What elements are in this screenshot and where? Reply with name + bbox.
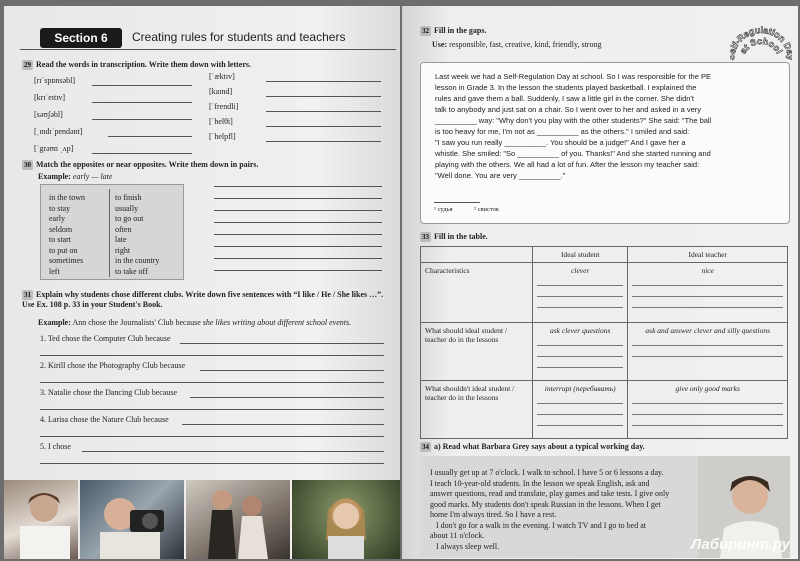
story-line: rules and gave them a ball. Suddenly, I saw a little girl in the corner. She didn't — [435, 94, 694, 103]
opposite-word: in the country — [115, 256, 160, 265]
opposite-word: to start — [49, 235, 71, 244]
student-photo — [4, 480, 78, 559]
opposite-word: to take off — [115, 266, 148, 276]
answer-line[interactable] — [200, 370, 384, 371]
exercise-31-example: Example: Ann chose the Journalists' Club because she likes writing about different school events. — [38, 318, 352, 327]
opposite-word: to go out — [115, 214, 144, 223]
table-cell[interactable]: ask clever questions — [533, 323, 628, 381]
dancers-image — [186, 480, 290, 559]
transcription-word: [ˈæktɪv] — [209, 72, 235, 81]
exercise-29-instruction: 29 Read the words in transcription. Write them down with letters. — [24, 60, 252, 69]
answer-line[interactable] — [40, 355, 384, 356]
student-photo — [186, 480, 290, 559]
exercise-30-instruction: 30 Match the opposites or near opposites. Write them down in pairs. — [24, 160, 259, 169]
barbara-grey-text — [430, 468, 700, 552]
section-header — [20, 28, 396, 50]
exercise-32-title: 32 Fill in the gaps. — [422, 26, 487, 35]
student-photo — [80, 480, 184, 559]
answer-line[interactable] — [266, 111, 381, 112]
answer-line[interactable] — [182, 424, 384, 425]
exercise-33-title: 33 Fill in the table. — [422, 232, 488, 241]
story-text — [435, 71, 781, 181]
row-label: Characteristics — [421, 263, 533, 323]
text-line: I don't go for a walk in the evening. I watch TV and I go to bed at — [430, 520, 646, 530]
transcription-word: [ˌɪndɪˈpendənt] — [34, 127, 83, 136]
opposite-word: early — [49, 214, 65, 223]
table-header: Ideal student — [533, 247, 628, 263]
opposite-word: in the town — [49, 193, 85, 202]
transcription-word: [ˈhelpfl] — [209, 132, 236, 141]
table-cell[interactable]: interrupt (перебивать) — [533, 381, 628, 439]
opposite-word: left — [49, 266, 60, 276]
opposite-word: to stay — [49, 203, 71, 213]
transcription-word: [rɪˈspɒnsəbl] — [34, 76, 76, 85]
exercise-31-instruction: 31 Explain why students chose different clubs. Write down five sentences with “I like / He / She likes …”. Use Ex. 108 p. 33 in your Student's Book. — [22, 290, 384, 309]
answer-line[interactable] — [180, 343, 384, 344]
answer-line[interactable] — [108, 136, 192, 137]
answer-line[interactable] — [92, 102, 192, 103]
story-line: whistle. She smiled: "So __________ of you. Thanks!" And she started running and — [435, 149, 711, 158]
footnote-1: ¹ судья — [434, 206, 453, 213]
transcription-word: [ˈhelθi] — [209, 117, 233, 126]
table-cell[interactable]: nice — [628, 263, 788, 323]
exercise-34-title: 34 a) Read what Barbara Grey says about a typical working day. — [422, 442, 645, 451]
opposites-box — [40, 184, 184, 280]
table-header: Ideal teacher — [628, 247, 788, 263]
row-label: What should ideal student / teacher do in the lessons — [421, 323, 533, 381]
girl-nature-image — [292, 480, 400, 559]
text-line: I teach 10-year-old students. In the lesson we speak English, ask and — [430, 478, 650, 488]
photo-strip — [4, 480, 400, 559]
text-line: home I'm always tired. So I have a rest. — [430, 510, 557, 519]
left-page — [4, 6, 400, 559]
story-line: talk to anybody and just sat on a chair. So I went over to her and asked in a very — [435, 105, 701, 114]
answer-line[interactable] — [40, 409, 384, 410]
exercise-30-example: Example: early — late — [38, 172, 113, 181]
text-line: answer questions, read and translate, play games and take tests. I give only — [430, 489, 670, 498]
sentence-prompt: 5. I chose — [40, 442, 71, 451]
row-label: What shouldn't ideal student / teacher do in the lessons — [421, 381, 533, 439]
table-cell[interactable]: ask and answer clever and silly questions — [628, 323, 788, 381]
answer-line[interactable] — [82, 451, 384, 452]
table-header — [421, 247, 533, 263]
sentence-prompt: 1. Ted chose the Computer Club because — [40, 334, 171, 343]
answer-line[interactable] — [40, 463, 384, 464]
divider — [109, 189, 110, 277]
transcription-word: [kaɪnd] — [209, 87, 233, 96]
labirint-watermark: Лабиринт.ру — [690, 536, 790, 553]
table-cell[interactable]: clever — [533, 263, 628, 323]
sentence-prompt: 3. Natalie chose the Dancing Club because — [40, 388, 178, 397]
table-cell[interactable]: give only good marks — [628, 381, 788, 439]
story-line: playing with the others. We all had a lot of fun. After the lesson my teacher said: — [435, 160, 700, 169]
ideal-student-teacher-table — [420, 246, 788, 439]
story-line: "Well done. You are very __________." — [435, 171, 566, 180]
transcription-word: [səʊʃəbl] — [34, 110, 63, 119]
exercise-number: 29 — [24, 61, 31, 69]
badge-text-top: f-Regulation — [730, 24, 788, 49]
answer-line[interactable] — [214, 198, 382, 199]
text-line: good marks. My students don't speak Russian in the lessons. When I get — [430, 499, 661, 509]
opposite-word: late — [115, 235, 127, 244]
answer-line[interactable] — [214, 186, 382, 187]
boy-camera-image — [80, 480, 184, 559]
answer-line[interactable] — [214, 234, 382, 235]
answer-line[interactable] — [266, 141, 381, 142]
answer-line[interactable] — [266, 126, 381, 127]
answer-line[interactable] — [40, 436, 384, 437]
answer-line[interactable] — [214, 258, 382, 259]
opposite-word: usually — [115, 203, 139, 213]
opposite-word: seldom — [49, 224, 73, 234]
student-photo — [292, 480, 400, 559]
story-line: lesson in Grade 3. In the lesson the students played basketball. I explained the — [435, 83, 697, 92]
story-line: "I saw you run really __________. You should be a judge!" And I gave her a — [435, 138, 686, 147]
answer-line[interactable] — [214, 210, 382, 211]
answer-line[interactable] — [266, 96, 381, 97]
story-line: is too heavy for me, I'm not as __________ as the others." I smiled and said: — [435, 127, 690, 136]
opposite-word: often — [115, 224, 132, 234]
answer-line[interactable] — [40, 382, 384, 383]
right-page — [402, 6, 798, 559]
transcription-word: [ˈfrendli] — [209, 102, 239, 111]
answer-line[interactable] — [214, 222, 382, 223]
answer-line[interactable] — [214, 246, 382, 247]
sentence-prompt: 4. Larisa chose the Nature Club because — [40, 415, 169, 424]
answer-line[interactable] — [92, 153, 192, 154]
answer-line[interactable] — [92, 119, 192, 120]
text-line: I always sleep well. — [430, 541, 500, 551]
badge-text-bottom: at School — [737, 35, 785, 56]
opposite-word: to finish — [115, 193, 142, 202]
boy-portrait-image — [4, 480, 78, 559]
transcription-word: [krɪˈeɪtɪv] — [34, 93, 66, 102]
transcription-word: [ˈgrəʊn ˌʌp] — [34, 144, 74, 153]
footnote-2: ² свисток — [474, 206, 500, 213]
footnote-rule — [434, 202, 480, 203]
answer-line[interactable] — [190, 397, 384, 398]
section-title: Creating rules for students and teachers — [132, 30, 346, 44]
answer-line[interactable] — [214, 270, 382, 271]
story-line: __________ way: "Why don't you play with the other students?" She said: "The ball — [435, 116, 712, 125]
opposite-word: sometimes — [49, 256, 84, 265]
opposite-word: right — [115, 245, 131, 255]
section-label: Section 6 — [40, 28, 122, 48]
story-box — [420, 62, 790, 224]
text-line: I usually get up at 7 o'clock. I walk to school. I have 5 or 6 lessons a day. — [430, 468, 664, 477]
text-line: about 11 o'clock. — [430, 531, 485, 540]
sentence-prompt: 2. Kirill chose the Photography Club because — [40, 361, 186, 370]
exercise-32-use-words: Use: responsible, fast, creative, kind, friendly, strong — [432, 40, 602, 49]
story-line: Last week we had a Self-Regulation Day at school. So I was responsible for the PE — [435, 72, 711, 81]
self-regulation-badge — [730, 14, 792, 66]
answer-line[interactable] — [92, 85, 192, 86]
answer-line[interactable] — [266, 81, 381, 82]
opposite-word: to put on — [49, 245, 78, 255]
